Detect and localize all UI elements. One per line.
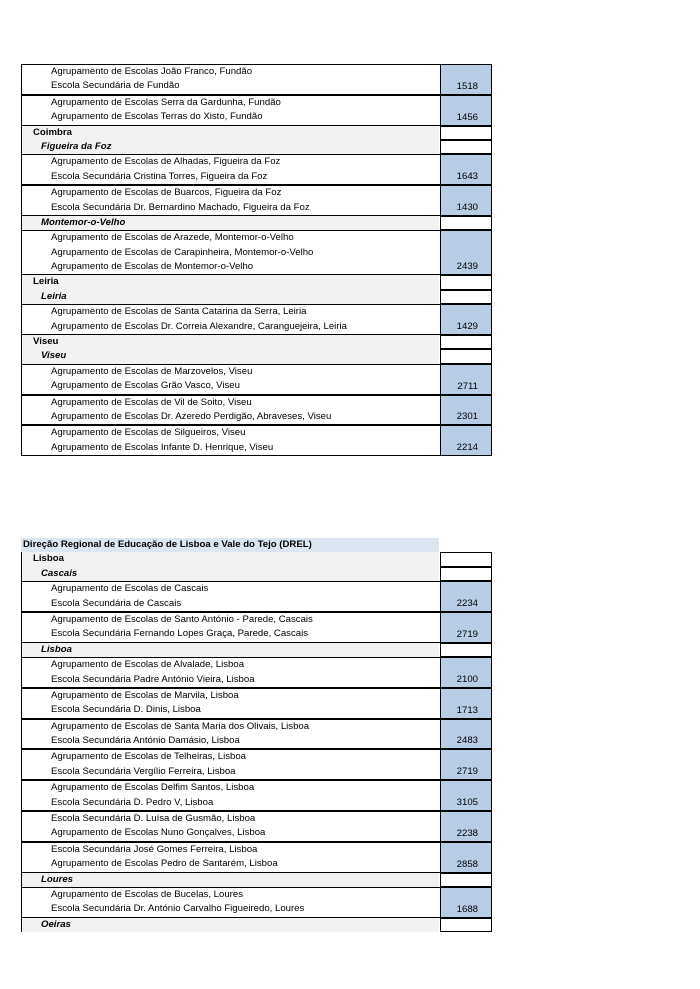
municipality-row [21, 290, 492, 304]
school-name: Agrupamento de Escolas de Carapinheira, Montemor-o-Velho [21, 246, 439, 260]
empty-cell [440, 290, 492, 304]
school-row [21, 170, 492, 184]
region-title: Direção Regional de Educação de Lisboa e Vale do Tejo (DREL) [21, 538, 439, 552]
school-row [21, 441, 492, 455]
district-row [21, 552, 492, 566]
school-name: Agrupamento de Escolas de Santa Catarina da Serra, Leiria [21, 305, 439, 319]
student-count-cell [440, 887, 492, 918]
student-count: 2711 [457, 380, 478, 392]
school-name: Agrupamento de Escolas de Buarcos, Figueira da Foz [21, 186, 439, 200]
municipality-row [21, 140, 492, 154]
student-count: 2301 [456, 411, 478, 423]
school-row [21, 410, 492, 424]
student-count-cell [440, 581, 492, 612]
school-name: Agrupamento de Escolas Terras do Xisto, Fundão [21, 110, 439, 124]
empty-cell [440, 335, 492, 349]
empty-cell [440, 275, 492, 289]
student-count-cell [440, 688, 492, 719]
municipality-name: Cascais [21, 567, 439, 581]
school-name: Agrupamento de Escolas Delfim Santos, Lisboa [21, 781, 439, 795]
school-name: Escola Secundária Dr. António Carvalho Figueiredo, Loures [21, 902, 439, 916]
school-row [21, 260, 492, 274]
school-row [21, 673, 492, 687]
student-count: 2234 [456, 597, 478, 609]
region-title-row [21, 538, 492, 552]
school-group [21, 425, 492, 456]
municipality-row [21, 349, 492, 363]
school-group [21, 230, 492, 275]
student-count-cell [440, 780, 492, 811]
school-row [21, 155, 492, 169]
school-name: Agrupamento de Escolas Nuno Gonçalves, Lisboa [21, 826, 439, 840]
municipality-row [21, 873, 492, 887]
school-row [21, 186, 492, 200]
school-name: Agrupamento de Escolas de Bucelas, Loures [21, 888, 439, 902]
school-name: Agrupamento de Escolas de Cascais [21, 582, 439, 596]
municipality-row [21, 567, 492, 581]
empty-cell [440, 567, 492, 581]
municipality-name: Lisboa [21, 643, 439, 657]
school-name: Agrupamento de Escolas de Alvalade, Lisboa [21, 658, 439, 672]
school-group [21, 95, 492, 126]
school-row [21, 613, 492, 627]
school-row [21, 246, 492, 260]
student-count-cell [440, 230, 492, 275]
student-count-cell [440, 811, 492, 842]
school-name: Escola Secundária Padre António Vieira, Lisboa [21, 673, 439, 687]
school-name: Agrupamento de Escolas Grão Vasco, Viseu [21, 379, 439, 393]
school-name: Agrupamento de Escolas de Santo António - Parede, Cascais [21, 613, 439, 627]
school-row [21, 365, 492, 379]
school-name: Escola Secundária Fernando Lopes Graça, Parede, Cascais [21, 627, 439, 641]
school-name: Agrupamento de Escolas de Vil de Soito, Viseu [21, 396, 439, 410]
school-row [21, 396, 492, 410]
school-name: Escola Secundária D. Pedro V, Lisboa [21, 796, 439, 810]
school-row [21, 781, 492, 795]
school-row [21, 843, 492, 857]
district-name: Lisboa [21, 552, 439, 566]
student-count: 1518 [456, 80, 478, 92]
school-row [21, 305, 492, 319]
school-group [21, 364, 492, 395]
municipality-name: Viseu [21, 349, 439, 363]
school-row [21, 379, 492, 393]
student-count: 2100 [456, 673, 478, 685]
school-row [21, 627, 492, 641]
student-count: 2214 [456, 442, 478, 454]
municipality-row [21, 643, 492, 657]
school-row [21, 597, 492, 611]
student-count-cell [440, 304, 492, 335]
school-name: Escola Secundária de Cascais [21, 597, 439, 611]
student-count-cell [440, 749, 492, 780]
district-name: Leiria [21, 275, 439, 289]
school-row [21, 582, 492, 596]
school-row [21, 857, 492, 871]
student-count: 2719 [456, 766, 478, 778]
school-name: Agrupamento de Escolas Pedro de Santarém, Lisboa [21, 857, 439, 871]
municipality-name: Loures [21, 873, 439, 887]
municipality-row [21, 918, 492, 932]
school-row [21, 734, 492, 748]
student-count: 2238 [456, 827, 478, 839]
empty-cell [440, 216, 492, 230]
school-row [21, 902, 492, 916]
empty-cell [440, 126, 492, 140]
school-row [21, 231, 492, 245]
school-row [21, 110, 492, 124]
school-name: Agrupamento de Escolas de Telheiras, Lisboa [21, 750, 439, 764]
school-name: Agrupamento de Escolas de Alhadas, Figueira da Foz [21, 155, 439, 169]
school-row [21, 79, 492, 93]
municipality-name: Figueira da Foz [21, 140, 439, 154]
schools-table-drel [21, 538, 492, 932]
student-count: 1688 [456, 903, 478, 915]
school-group [21, 780, 492, 811]
school-row [21, 658, 492, 672]
school-name: Agrupamento de Escolas Dr. Azeredo Perdigão, Abraveses, Viseu [21, 410, 439, 424]
school-name: Escola Secundária Dr. Bernardino Machado, Figueira da Foz [21, 201, 439, 215]
school-row [21, 703, 492, 717]
school-name: Agrupamento de Escolas Dr. Correia Alexandre, Caranguejeira, Leiria [21, 320, 439, 334]
school-name: Escola Secundária Cristina Torres, Figueira da Foz [21, 170, 439, 184]
school-group [21, 395, 492, 426]
empty-cell [440, 918, 492, 932]
school-name: Agrupamento de Escolas João Franco, Fundão [21, 65, 439, 79]
municipality-name: Leiria [21, 290, 439, 304]
school-name: Agrupamento de Escolas de Santa Maria dos Olivais, Lisboa [21, 720, 439, 734]
school-row [21, 826, 492, 840]
municipality-name: Montemor-o-Velho [21, 216, 439, 230]
school-name: Escola Secundária António Damásio, Lisboa [21, 734, 439, 748]
student-count: 1713 [456, 704, 478, 716]
school-group [21, 749, 492, 780]
school-name: Agrupamento de Escolas de Montemor-o-Velho [21, 260, 439, 274]
school-row [21, 320, 492, 334]
drel-rows [21, 552, 492, 932]
student-count: 1456 [456, 111, 478, 123]
school-group [21, 64, 492, 95]
school-row [21, 812, 492, 826]
school-name: Escola Secundária D. Luísa de Gusmão, Lisboa [21, 812, 439, 826]
student-count: 1429 [456, 321, 478, 333]
school-name: Agrupamento de Escolas de Silgueiros, Viseu [21, 426, 439, 440]
student-count-cell [440, 612, 492, 643]
school-row [21, 689, 492, 703]
school-name: Agrupamento de Escolas de Arazede, Montemor-o-Velho [21, 231, 439, 245]
student-count-cell [440, 395, 492, 426]
student-count: 2719 [456, 628, 478, 640]
school-row [21, 720, 492, 734]
school-name: Agrupamento de Escolas de Marvila, Lisboa [21, 689, 439, 703]
school-name: Agrupamento de Escolas Serra da Gardunha, Fundão [21, 96, 439, 110]
school-row [21, 201, 492, 215]
empty-cell [440, 643, 492, 657]
schools-table-centro [21, 64, 492, 456]
district-name: Viseu [21, 335, 439, 349]
school-name: Agrupamento de Escolas de Marzovelos, Viseu [21, 365, 439, 379]
school-name: Escola Secundária José Gomes Ferreira, Lisboa [21, 843, 439, 857]
school-group [21, 842, 492, 873]
district-row [21, 126, 492, 140]
student-count-cell [440, 842, 492, 873]
empty-cell [440, 349, 492, 363]
school-row [21, 888, 492, 902]
student-count: 2439 [456, 261, 478, 273]
school-name: Escola Secundária D. Dinis, Lisboa [21, 703, 439, 717]
district-name: Coimbra [21, 126, 439, 140]
school-name: Escola Secundária de Fundão [21, 79, 439, 93]
student-count-cell [440, 425, 492, 456]
school-group [21, 811, 492, 842]
municipality-name: Oeiras [21, 918, 439, 932]
student-count: 1643 [456, 171, 478, 183]
student-count: 2483 [456, 735, 478, 747]
empty-cell [440, 140, 492, 154]
student-count-cell [440, 364, 492, 395]
school-group [21, 657, 492, 688]
student-count-cell [440, 95, 492, 126]
school-group [21, 154, 492, 185]
school-group [21, 581, 492, 612]
student-count: 3105 [456, 797, 478, 809]
student-count-cell [440, 657, 492, 688]
school-group [21, 688, 492, 719]
student-count: 1430 [456, 201, 478, 213]
empty-cell [440, 552, 492, 566]
municipality-row [21, 216, 492, 230]
school-name: Escola Secundária Vergílio Ferreira, Lisboa [21, 765, 439, 779]
school-group [21, 719, 492, 750]
school-row [21, 426, 492, 440]
district-row [21, 275, 492, 289]
school-group [21, 304, 492, 335]
school-row [21, 65, 492, 79]
school-row [21, 96, 492, 110]
school-row [21, 796, 492, 810]
student-count-cell [440, 64, 492, 95]
school-group [21, 185, 492, 216]
school-row [21, 750, 492, 764]
student-count: 2858 [456, 858, 478, 870]
school-group [21, 887, 492, 918]
district-row [21, 335, 492, 349]
student-count-cell [440, 154, 492, 185]
student-count-cell [440, 719, 492, 750]
school-row [21, 765, 492, 779]
school-name: Agrupamento de Escolas Infante D. Henrique, Viseu [21, 441, 439, 455]
empty-cell [440, 873, 492, 887]
school-group [21, 612, 492, 643]
student-count-cell [440, 185, 492, 216]
